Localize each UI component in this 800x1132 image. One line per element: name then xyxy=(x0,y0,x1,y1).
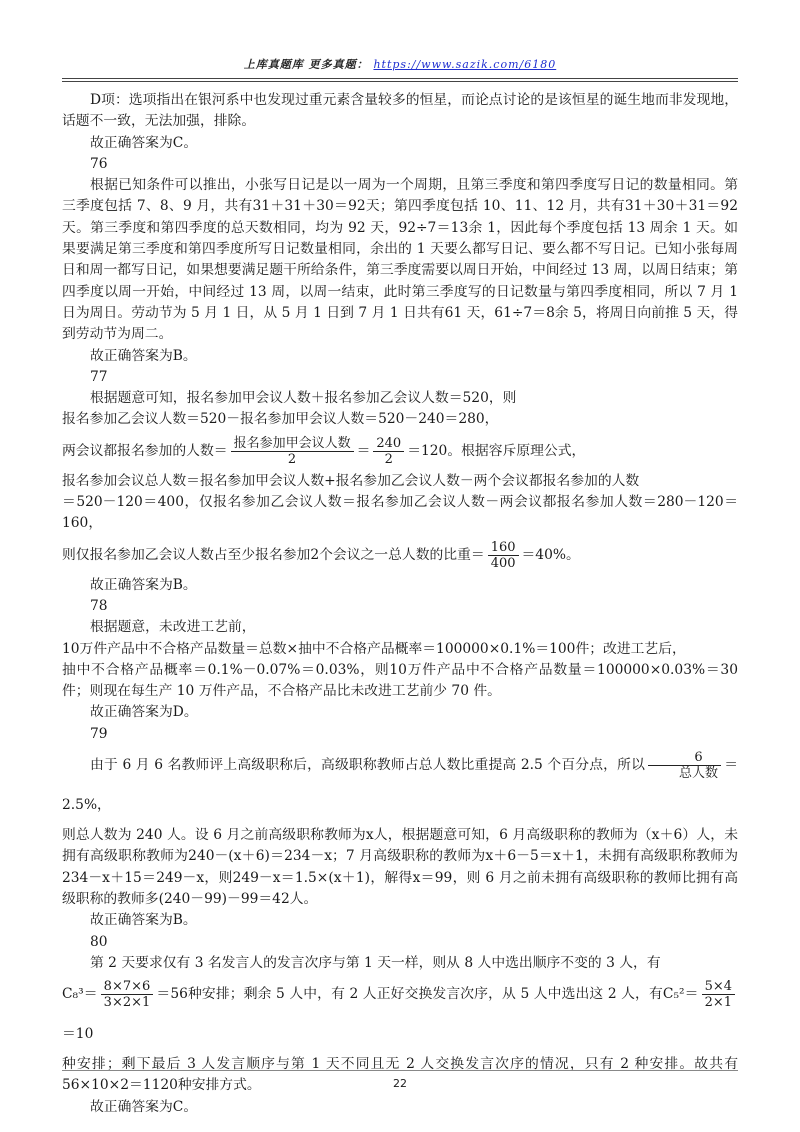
paragraph-78a: 根据题意，未改进工艺前， xyxy=(90,619,256,636)
document-body xyxy=(62,90,738,1118)
header-rule-2 xyxy=(62,81,738,82)
paragraph-77e: ＝520－120＝400，仅报名参加乙会议人数＝报名参加乙会议人数－两会议都报名参加人数＝280－120＝160， xyxy=(62,494,738,532)
formula-77f-suffix: ＝40%。 xyxy=(521,546,580,563)
header-url-link[interactable]: https://www.sazik.com/6180 xyxy=(373,58,557,71)
header-label: 上库真题库 更多真题： xyxy=(243,58,369,71)
paragraph-79a xyxy=(62,745,738,825)
formula-77c-suffix: ＝120。根据容斥原理公式， xyxy=(407,442,586,459)
formula-80-suffix: ＝10 xyxy=(62,1026,94,1043)
paragraph-79b: 则总人数为 240 人。设 6 月之前高级职称教师为x人，根据题意可知，6 月高级职称的教师为（x＋6）人，未拥有高级职称教师为240－(x＋6)＝234－x；7 月高级职称的教师为x＋6－5＝x＋1，未拥有高级职称教师为234－x＋15＝249－x，则249－x＝1.5×(x＋1)，解得x＝99，则 6 月之前未拥有高级职称的教师比拥有高级职称的教师多(240－99)－99＝42人。 xyxy=(62,827,738,907)
question-number-77: 77 xyxy=(90,368,108,385)
fraction-80-2 xyxy=(702,979,735,1010)
fraction-denominator: 400 xyxy=(490,555,516,571)
paragraph-77a: 根据题意可知，报名参加甲会议人数＋报名参加乙会议人数＝520，则 xyxy=(90,390,517,407)
formula-80-mid: ＝56种安排；剩余 5 人中，有 2 人正好交换发言次序，从 5 人中选出这 2 人，有C₅²＝ xyxy=(156,986,699,1003)
fraction-numerator: 5×4 xyxy=(702,979,735,995)
formula-77c-prefix: 两会议都报名参加的人数＝ xyxy=(62,442,228,459)
answer-76: 故正确答案为B。 xyxy=(90,347,197,364)
fraction-denominator: 3×2×1 xyxy=(103,995,151,1011)
paragraph-80a: 第 2 天要求仅有 3 名发言人的发言次序与第 1 天一样，则从 8 人中选出顺序不变的 3 人，有 xyxy=(90,954,661,971)
fraction-77c-1 xyxy=(231,436,354,467)
fraction-denominator: 总人数 xyxy=(679,766,719,782)
question-number-80: 80 xyxy=(90,933,108,950)
answer-77: 故正确答案为B。 xyxy=(90,576,197,593)
paragraph-77c xyxy=(62,431,738,471)
fraction-77c-2 xyxy=(373,436,404,467)
page-header xyxy=(62,56,738,78)
formula-80-c83: C₈³＝ xyxy=(62,986,98,1003)
fraction-numerator: 报名参加甲会议人数 xyxy=(231,436,354,452)
paragraph-80c: 种安排；剩下最后 3 人发言顺序与第 1 天不同且无 2 人交换发言次序的情况，只有 2 种安排。故共有56×10×2＝1120种安排方式。 xyxy=(62,1056,738,1094)
header-rule xyxy=(62,78,738,79)
paragraph-d-option: D项：选项指出在银河系中也发现过重元素含量较多的恒星，而论点讨论的是该恒星的诞生地而非发现地，话题不一致，无法加强，排除。 xyxy=(62,92,738,130)
fraction-numerator: 240 xyxy=(373,436,404,452)
fraction-80-1 xyxy=(101,979,154,1010)
answer-79: 故正确答案为B。 xyxy=(90,912,197,929)
fraction-numerator: 160 xyxy=(488,540,519,556)
paragraph-78b: 10万件产品中不合格产品数量＝总数×抽中不合格产品概率＝100000×0.1%＝100件；改进工艺后， xyxy=(62,640,686,657)
formula-79-prefix: 由于 6 月 6 名教师评上高级职称后，高级职称教师占总人数比重提高 2.5 个百分点，所以 xyxy=(90,757,646,774)
paragraph-80b xyxy=(62,974,738,1054)
formula-79-suffix: ＝2.5%， xyxy=(62,757,738,814)
paragraph-78c: 抽中不合格产品概率＝0.1%－0.07%＝0.03%，则10万件产品中不合格产品数量＝100000×0.03%＝30件；则现在每生产 10 万件产品，不合格产品比未改进工艺前少 70 件。 xyxy=(62,661,738,700)
answer-80: 故正确答案为C。 xyxy=(90,1098,198,1115)
fraction-denominator: 2 xyxy=(384,451,393,467)
fraction-denominator: 2 xyxy=(287,451,297,467)
question-number-76: 76 xyxy=(90,155,108,172)
fraction-77f xyxy=(488,540,519,571)
fraction-79 xyxy=(648,750,721,781)
fraction-numerator: 6 xyxy=(648,750,721,766)
answer-75: 故正确答案为C。 xyxy=(90,134,198,151)
paragraph-77b: 报名参加乙会议人数＝520－报名参加甲会议人数＝520－240＝280， xyxy=(62,411,499,428)
question-number-78: 78 xyxy=(90,597,108,614)
question-number-79: 79 xyxy=(90,725,108,742)
formula-77c-mid: ＝ xyxy=(356,442,371,459)
paragraph-77d: 报名参加会议总人数＝报名参加甲会议人数+报名参加乙会议人数－两个会议都报名参加的人数 xyxy=(62,472,640,489)
paragraph-76: 根据已知条件可以推出，小张写日记是以一周为一个周期，且第三季度和第四季度写日记的数量相同。第三季度包括 7、8、9 月，共有31＋31＋30＝92天；第四季度包括 10、11、12 月，共有31＋30＋31＝92天。第三季度和第四季度的总天数相同，均为 92 天，92÷7＝13余 1，因此每个季度包括 13 周余 1 天。如果要满足第三季度和第四季度所写日记数量相同，余出的 1 天要么都写日记、要么都不写日记。已知小张每周日和周一都写日记，如果想要满足题干所给条件，第三季度需要以周日开始，中间经过 13 周，以周日结束；第四季度以周一开始，中间经过 13 周，以周一结束，此时第三季度写的日记数量与第四季度相同，所以 7 月 1 日为周日。劳动节为 5 月 1 日，从 5 月 1 日到 7 月 1 日共有61 天，61÷7＝8余 5，将周日向前推 5 天，得到劳动节为周二。 xyxy=(62,177,738,343)
fraction-numerator: 8×7×6 xyxy=(101,979,154,995)
formula-77f-prefix: 则仅报名参加乙会议人数占至少报名参加2个会议之一总人数的比重＝ xyxy=(62,546,485,563)
answer-78: 故正确答案为D。 xyxy=(90,704,198,721)
paragraph-77f xyxy=(62,535,738,575)
fraction-denominator: 2×1 xyxy=(704,995,732,1011)
page-number: 22 xyxy=(393,1077,407,1090)
footer-rule xyxy=(62,1070,738,1071)
